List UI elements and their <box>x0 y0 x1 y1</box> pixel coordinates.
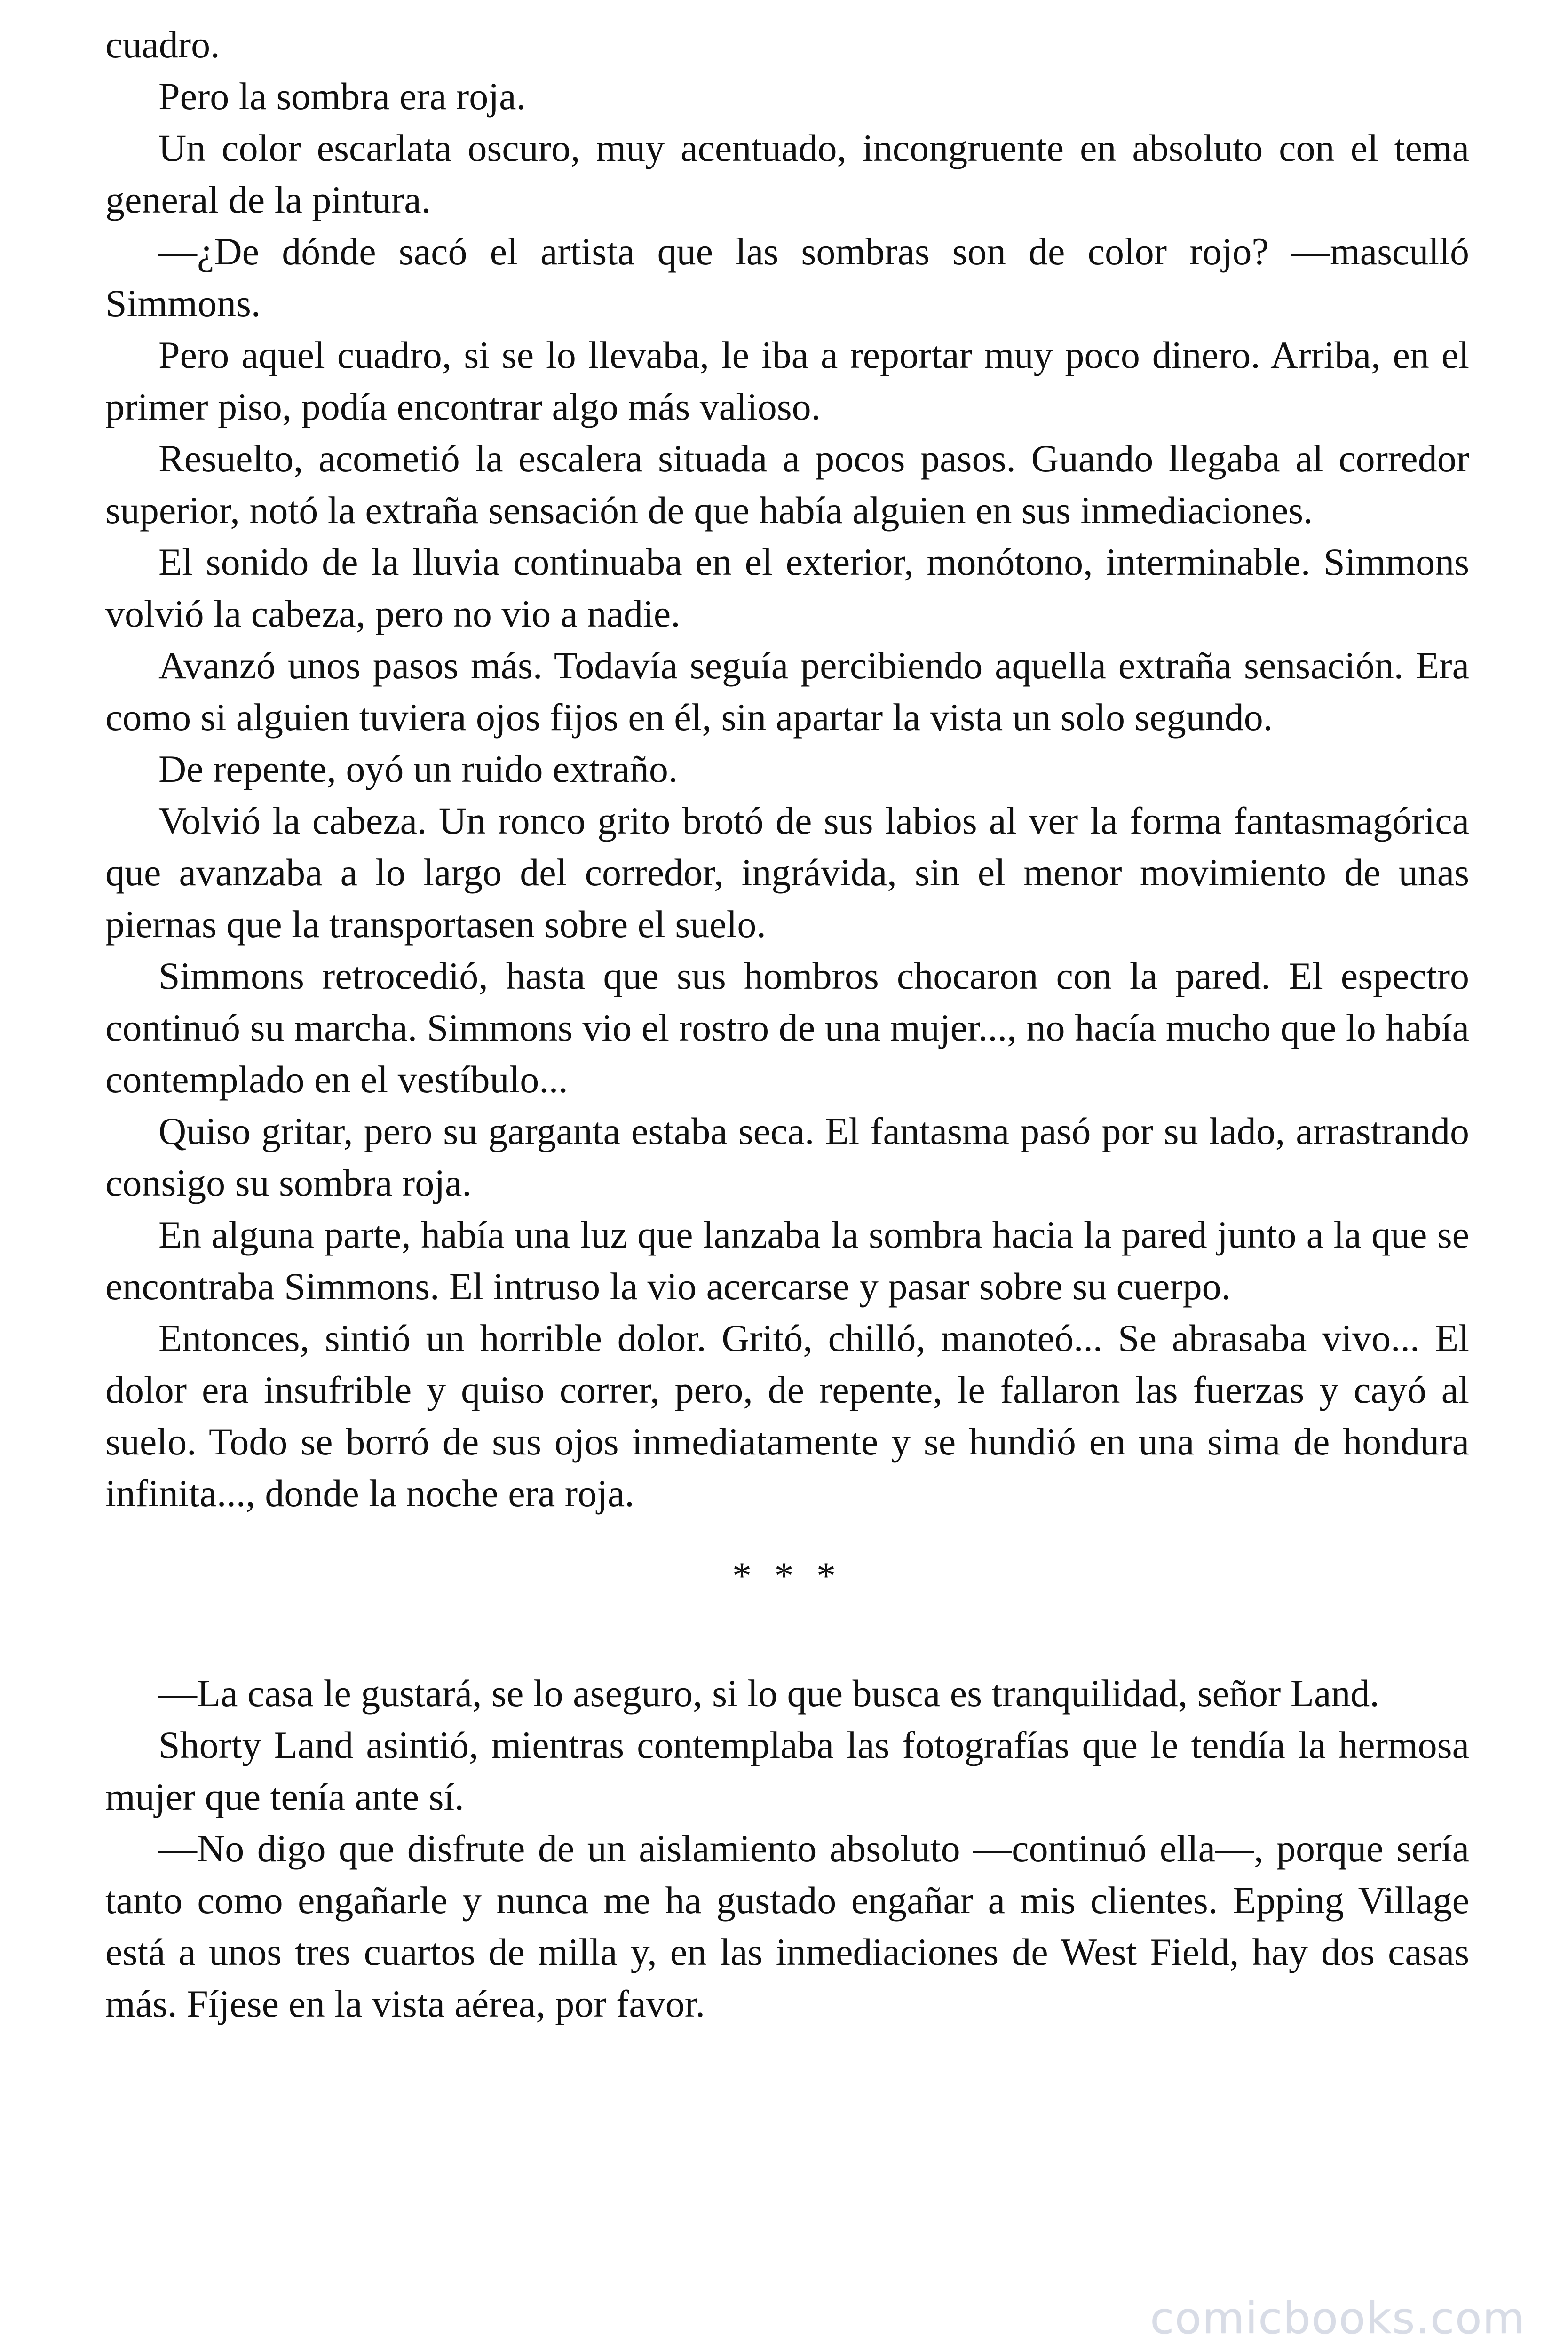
paragraph: Simmons retrocedió, hasta que sus hombros chocaron con la pared. El espectro continuó su marcha. Simmons vio el rostro de una mujer..., no hacía mucho que lo había contemplado en el vestíbulo... <box>105 954 1469 1101</box>
paragraph: Pero la sombra era roja. <box>158 75 526 118</box>
paragraph: —¿De dónde sacó el artista que las sombras son de color rojo? —masculló Simmons. <box>105 230 1469 325</box>
paragraph: —La casa le gustará, se lo aseguro, si lo que busca es tranquilidad, señor Land. <box>158 1672 1379 1715</box>
paragraph: Un color escarlata oscuro, muy acentuado, incongruente en absoluto con el tema general de la pintura. <box>105 127 1469 221</box>
paragraph: cuadro. <box>105 23 220 66</box>
page-text-column <box>105 19 1469 2030</box>
paragraph: El sonido de la lluvia continuaba en el exterior, monótono, interminable. Simmons volvió la cabeza, pero no vio a nadie. <box>105 540 1469 635</box>
scene-separator: * * * <box>732 1554 842 1597</box>
paragraph: Pero aquel cuadro, si se lo llevaba, le iba a reportar muy poco dinero. Arriba, en el primer piso, podía encontrar algo más valioso. <box>105 334 1469 428</box>
paragraph: Resuelto, acometió la escalera situada a pocos pasos. Guando llegaba al corredor superior, notó la extraña sensación de que había alguien en sus inmediaciones. <box>105 437 1469 532</box>
paragraph: En alguna parte, había una luz que lanzaba la sombra hacia la pared junto a la que se encontraba Simmons. El intruso la vio acercarse y pasar sobre su cuerpo. <box>105 1213 1469 1308</box>
paragraph: De repente, oyó un ruido extraño. <box>158 747 678 790</box>
watermark-logo: comicbooks.com <box>1150 2293 1526 2344</box>
paragraph: —No digo que disfrute de un aislamiento absoluto —continuó ella—, porque sería tanto como engañarle y nunca me ha gustado engañar a mis clientes. Epping Village está a unos tres cuartos de milla y, en las inmediaciones de West Field, hay dos casas más. Fíjese en la vista aérea, por favor. <box>105 1827 1469 2025</box>
paragraph: Quiso gritar, pero su garganta estaba seca. El fantasma pasó por su lado, arrastrando consigo su sombra roja. <box>105 1110 1469 1204</box>
paragraph: Shorty Land asintió, mientras contemplaba las fotografías que le tendía la hermosa mujer que tenía ante sí. <box>105 1724 1469 1818</box>
paragraph: Entonces, sintió un horrible dolor. Gritó, chilló, manoteó... Se abrasaba vivo... El dolor era insufrible y quiso correr, pero, de repente, le fallaron las fuerzas y cayó al suelo. Todo se borró de sus ojos inmediatamente y se hundió en una sima de hondura infinita..., donde la noche era roja. <box>105 1317 1469 1515</box>
paragraph: Avanzó unos pasos más. Todavía seguía percibiendo aquella extraña sensación. Era como si alguien tuviera ojos fijos en él, sin apartar la vista un solo segundo. <box>105 644 1469 739</box>
paragraph: Volvió la cabeza. Un ronco grito brotó de sus labios al ver la forma fantasmagórica que avanzaba a lo largo del corredor, ingrávida, sin el menor movimiento de unas piernas que la transportasen sobre el suelo. <box>105 799 1469 946</box>
